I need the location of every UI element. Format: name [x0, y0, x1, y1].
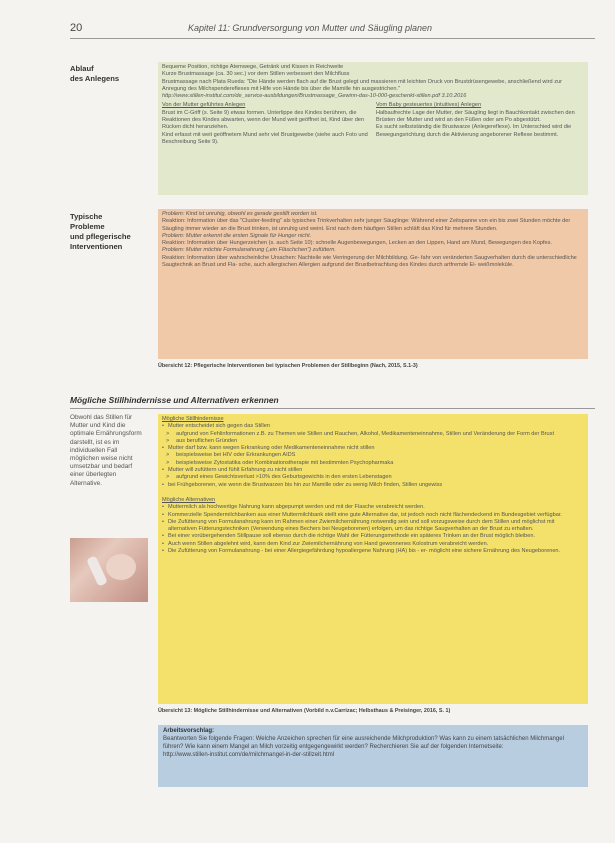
- list-item: • Kommerzielle Spendermilchbanken aus einer Muttermilchbank stellt eine gute Alternative dar, ist jedoch noch nicht flächendeckend im Bundesgebiet verfügbar.: [162, 512, 584, 519]
- exercise-heading: Arbeitsvorschlag:: [163, 728, 215, 734]
- text-line: Kurze Brustmassage (ca. 30 sec.) vor dem Stillen verbessert den Milchfluss: [162, 71, 350, 78]
- exercise-link[interactable]: http://www.stillen-institut.com/de/milchmangel-in-der-stillzeit.html: [163, 752, 335, 759]
- caption-overview-12: Übersicht 12: Pflegerische Interventionen bei typischen Problemen der Stillbeginn (Nach, 2015, S.1-3): [158, 363, 418, 369]
- caption-overview-13: Übersicht 13: Mögliche Stillhindernisse und Alternativen (Vorbild n.v.Carrizac; Helbsthaus & Preisinger, 2016, S. 1): [158, 708, 451, 714]
- problem-line: Problem: Mutter erkennt die ersten Signale für Hunger nicht.: [162, 232, 312, 239]
- page-header: [70, 22, 595, 39]
- list-item: • Bei einer vorübergehenden Stillpause soll ebenso durch die richtige Wahl der Fütterungsmethode ein späteres Trinken an der Brust möglich bleiben.: [162, 533, 584, 540]
- sub-item: > aufgrund von Fehlinformationen z.B. zu Themen wie Stillen und Rauchen, Alkohol, Medikamenteneinnahme, Stillen und Veränderung der Form der Brust: [162, 431, 584, 438]
- subheading: Mögliche Alternativen: [162, 496, 216, 503]
- column-heading: Vom Baby gesteuertes (intuitives) Anlegen: [376, 102, 482, 109]
- label-line: Typische: [70, 212, 103, 221]
- breastfeeding-photo: [70, 538, 148, 602]
- section-title: Mögliche Stillhindernisse und Alternativen erkennen: [70, 395, 279, 405]
- list-item: • Mutter will zufüttern und fühlt Erfahrung zu nicht stillen: [162, 467, 584, 474]
- label-line: des Anlegens: [70, 74, 120, 83]
- anlegen-columns: [162, 102, 584, 146]
- column-text: Kind erfasst mit weit geöffnetem Mund sehr viel Brustgewebe (siehe auch Foto und Beschreibung Seite 9).: [162, 131, 368, 145]
- label-line: Probleme: [70, 222, 105, 231]
- baby-shape: [106, 554, 136, 580]
- list-item: • Muttermilch als hochwertige Nahrung kann abgepumpt werden und mit der Flasche verabreicht werden.: [162, 504, 584, 511]
- exercise-box: [158, 725, 588, 787]
- list-item: • Auch wenn Stillen abgelehnt wird, kann dem Kind zur Zwiemilchernährung von Hand gewonnenes Kolostrum verabreicht werden.: [162, 541, 584, 548]
- list-item: • Die Zufütterung von Formulanahrung kann im Rahmen einer Zwiemilchernährung notwendig sein und soll vorzugsweise durch dem Stillen und möglichst mit alternativen Fütterungstechniken (Verwendung eines Bechers bei Neugeborenen) erfolgen, um das richtige Saugverhalten an der Brust zu erhalten.: [162, 519, 584, 534]
- column-mother-led: [162, 102, 370, 146]
- bottle-shape: [86, 555, 108, 586]
- exercise-text: Beantworten Sie folgende Fragen: Welche Anzeichen sprechen für eine ausreichende Milchproduktion? Was kann zu einem tatsächlichen Milchmangel führen? Wie kann einem Mangel an Milch vorzeitig entgegengewirkt werden? Recherchieren Sie auf der folgenden Internetseite:: [163, 736, 564, 751]
- label-ablauf: [70, 64, 119, 84]
- problem-line: Problem: Mutter möchte Formulanahrung („ein Fläschchen") zufüttern.: [162, 247, 336, 254]
- sub-item: > aufgrund eines Gewichtsverlust >10% des Geburtsgewichts in den ersten Lebenstagen: [162, 474, 584, 481]
- text-line: Brustmassage nach Plata Rueda: "Die Hände werden flach auf die Brust gelegt und massieren mit leichten Druck von Brustdrüsengewebe, anschließend wird zur Anregung des Milchspendereflexes mit Hilfe von Hände bis über die Mamille hin ausgestrichen.": [162, 78, 562, 92]
- source-url: http://www.stillen-institut.com/de_service-ausbildungen/Brustmassage_Gewinn-das-10-000-geschenkt-stillen.pdf 3.10.2016: [162, 93, 467, 100]
- sidebar-text: Obwohl das Stillen für Mutter und Kind die optimale Ernährungsform darstellt, ist es im individuellen Fall möglichen weise nicht umsetzbar und bedarf einer überlegten Alternative.: [70, 414, 142, 487]
- label-line: und pflegerische: [70, 232, 131, 241]
- column-text: Es sucht selbstständig die Brustwarze (Anlegereflexe). Im Unterschied wird die Bewegungsrichtung durch die Aktivierung angeborener Reflexe bestimmt.: [376, 124, 572, 138]
- problem-line: Problem: Kind ist unruhig, obwohl es gerade gestillt worden ist.: [162, 211, 318, 217]
- problems-box: [158, 209, 588, 359]
- column-baby-led: [376, 102, 584, 146]
- column-text: Brust im C-Griff (s. Seite 9) etwas formen. Unterlippe des Kindes berühren, die Reaktionen des Kindes abwarten, wenn der Mund weit geöffnet ist, Kind über den Rücken dicht heranziehen.: [162, 109, 365, 131]
- section-divider: [70, 408, 595, 409]
- column-heading: Von der Mutter geführtes Anlegen: [162, 102, 246, 109]
- list-item: • Mutter darf bzw. kann wegen Erkrankung oder Medikamenteneinnahme nicht stillen: [162, 445, 584, 452]
- label-probleme: [70, 212, 131, 252]
- list-item: • bei Frühgeborenen, wie wenn die Brustwarzen bis hin zur Mamille oder zu wenig Milch finden, Stillen ungewiss: [162, 482, 584, 489]
- reaction-line: Reaktion: Information über wahrscheinliche Ursachen: Nachteile wie Verringerung der Milchbildung. Ge- fahr von veränderten Saugverhalten durch die unterschiedliche Saugtechnik an Brust und Fla- sche, auch allergischen Allergien aufgrund der Brustbetrachtung des Kindes durch artfremde Ei- weißmoleküle.: [162, 254, 577, 269]
- reaction-line: Reaktion: Information über Hungerzeichen (s. auch Seite 10): schnelle Augenbewegungen, Lecken an den Lippen, Hand am Mund, Bewegungen des Kopfes.: [162, 240, 552, 247]
- anlegen-box: [158, 62, 588, 195]
- column-text: Halbaufrechte Lage der Mutter, der Säugling liegt in Bauchkontakt zwischen den Brüsten der Mutter und wird an den Füßen oder am Po abgestützt.: [376, 109, 575, 124]
- sub-item: > beispielsweise bei HIV oder Erkrankungen AIDS: [162, 452, 584, 459]
- chapter-title: Kapitel 11: Grundversorgung von Mutter und Säugling planen: [188, 23, 432, 33]
- hindrances-box: [158, 414, 588, 704]
- subheading: Mögliche Stillhindernisse: [162, 416, 224, 422]
- list-item: • Die Zufütterung von Formulanahrung - bei einer Allergiegefährdung hypoallergene Nahrung (HA) bis - er- möglicht eine sichere Ernährung des Neugeborenen.: [162, 548, 584, 555]
- reaction-line: Reaktion: Information über das "Cluster-feeding" als typisches Trinkverhalten sehr junger Säuglinge: Während einer Zeitspanne von ein bis zwei Stunden möchte der Säugling immer wieder an die Brust trinken, ist unruhig und weint. Erst nach dem häufigen Stillen schläft das Kind für mehrere Stunden.: [162, 218, 571, 232]
- label-line: Ablauf: [70, 64, 94, 73]
- sub-item: > aus beruflichen Gründen: [162, 438, 584, 445]
- sub-item: > beispielsweise Zytostatika oder Kombinationstherapie mit bestimmten Psychopharmaka: [162, 460, 584, 467]
- list-item: • Mutter entscheidet sich gegen das Stillen: [162, 423, 584, 430]
- page-number: 20: [70, 22, 83, 34]
- text-line: Bequeme Position, richtige Atemwege, Getränk und Kissen in Reichweite: [162, 64, 344, 70]
- label-line: Interventionen: [70, 242, 123, 251]
